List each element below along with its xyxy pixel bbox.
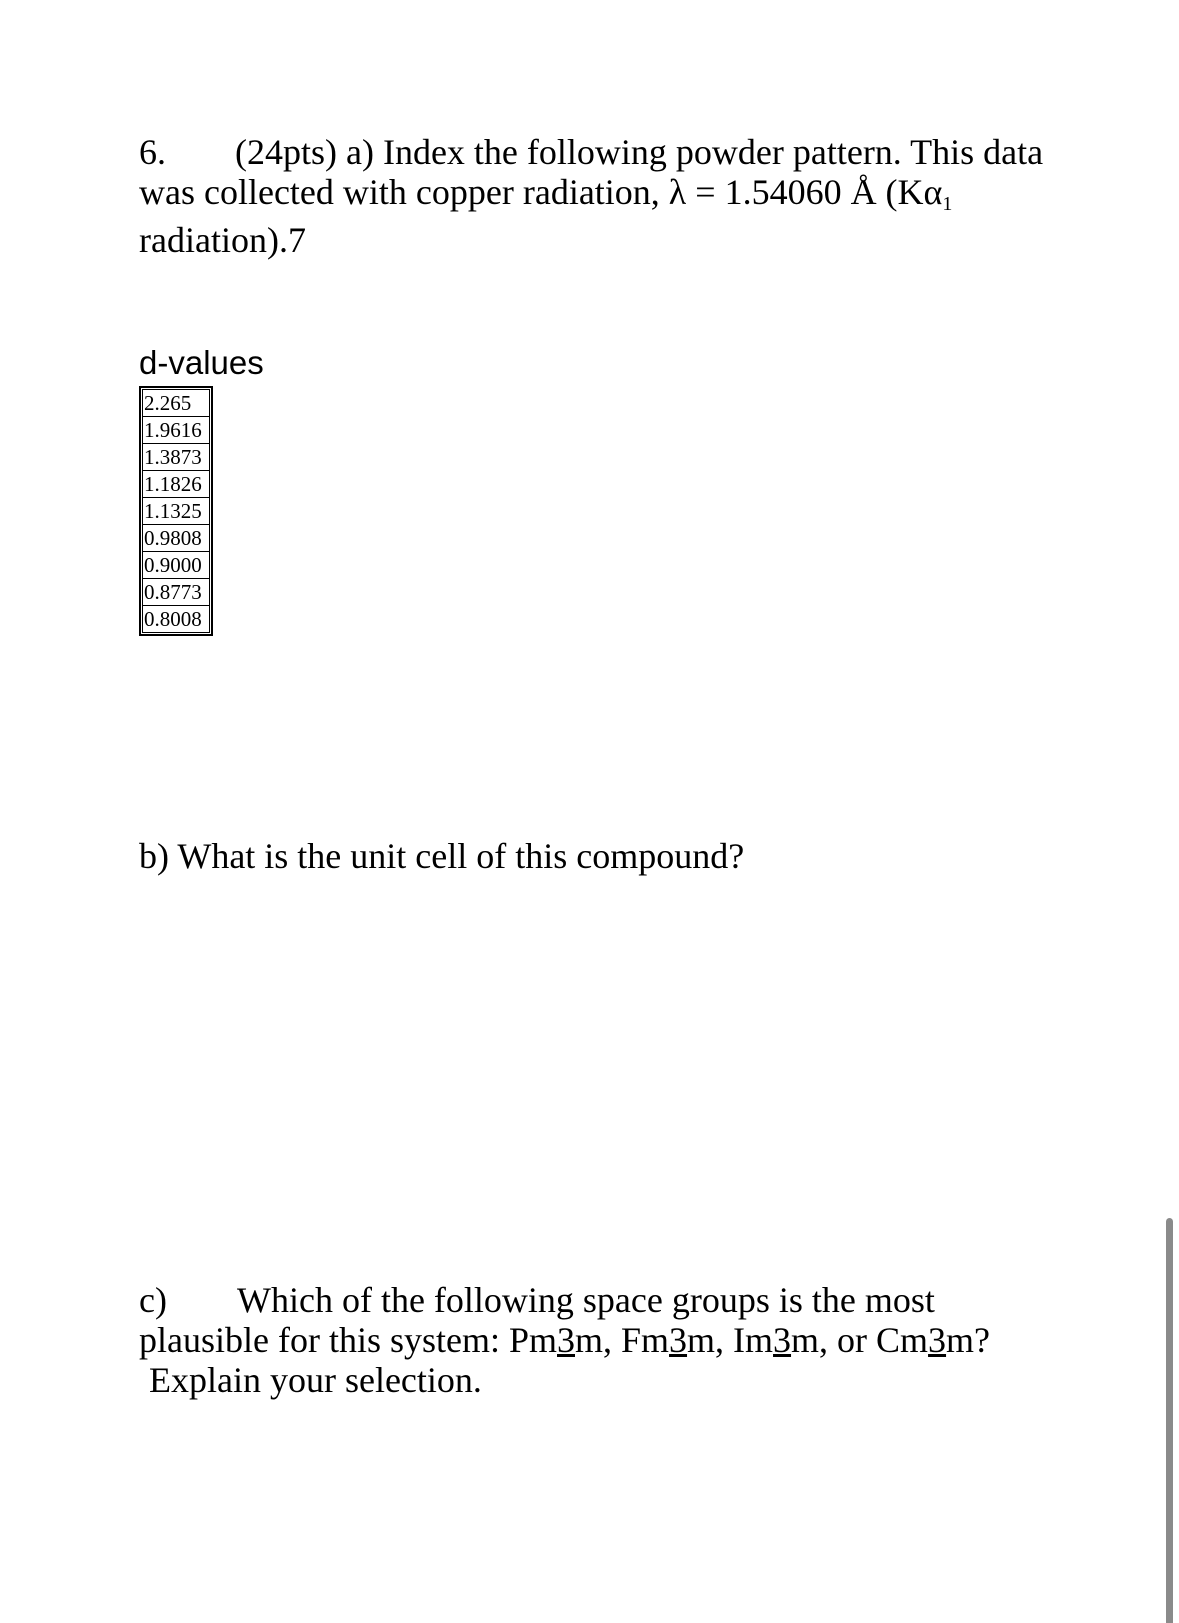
- table-row: [142, 389, 210, 417]
- d-values-label: d-values: [139, 344, 264, 381]
- alpha-subscript: 1: [942, 193, 953, 215]
- table-row: [142, 606, 210, 633]
- question-line-2: was collected with copper radiation, λ = 1.54060 Å (Kα: [139, 172, 943, 212]
- d-value-cell: 2.265: [142, 389, 210, 417]
- space-group-digit: 3: [557, 1320, 575, 1360]
- table-row: [142, 471, 210, 498]
- part-c-label: c): [139, 1280, 167, 1320]
- table-row: [142, 444, 210, 471]
- d-value-cell: 0.9808: [142, 525, 210, 552]
- d-value-cell: 1.3873: [142, 444, 210, 471]
- part-c-line-1: Which of the following space groups is the most: [237, 1280, 935, 1320]
- table-row: [142, 498, 210, 525]
- space-group-text: m, Fm: [575, 1320, 670, 1360]
- part-c-question: [139, 1280, 1099, 1400]
- space-group-text: plausible for this system: Pm: [139, 1320, 557, 1360]
- table-row: [142, 579, 210, 606]
- question-line-1: (24pts) a) Index the following powder pattern. This data: [235, 132, 1044, 172]
- d-values-table: [139, 386, 213, 636]
- d-value-cell: 0.9000: [142, 552, 210, 579]
- space-group-text: m?: [946, 1320, 991, 1360]
- d-value-cell: 0.8008: [142, 606, 210, 633]
- space-group-text: m, Im: [687, 1320, 774, 1360]
- part-c-line-3: Explain your selection.: [149, 1360, 482, 1400]
- table-row: [142, 417, 210, 444]
- vertical-scrollbar[interactable]: [1166, 1218, 1173, 1623]
- d-value-cell: 1.1325: [142, 498, 210, 525]
- space-group-digit: 3: [669, 1320, 688, 1360]
- space-group-digit: 3: [773, 1320, 792, 1360]
- table-row: [142, 525, 210, 552]
- question-number: 6.: [139, 132, 166, 172]
- space-group-text: m, or Cm: [791, 1320, 929, 1360]
- space-group-digit: 3: [928, 1320, 947, 1360]
- table-row: [142, 552, 210, 579]
- d-value-cell: 1.1826: [142, 471, 210, 498]
- question-6-header: [139, 132, 1079, 260]
- d-value-cell: 1.9616: [142, 417, 210, 444]
- d-value-cell: 0.8773: [142, 579, 210, 606]
- question-line-3: radiation).7: [139, 220, 306, 260]
- part-b-question: b) What is the unit cell of this compound?: [139, 836, 745, 876]
- part-c-line-2: [139, 1320, 990, 1360]
